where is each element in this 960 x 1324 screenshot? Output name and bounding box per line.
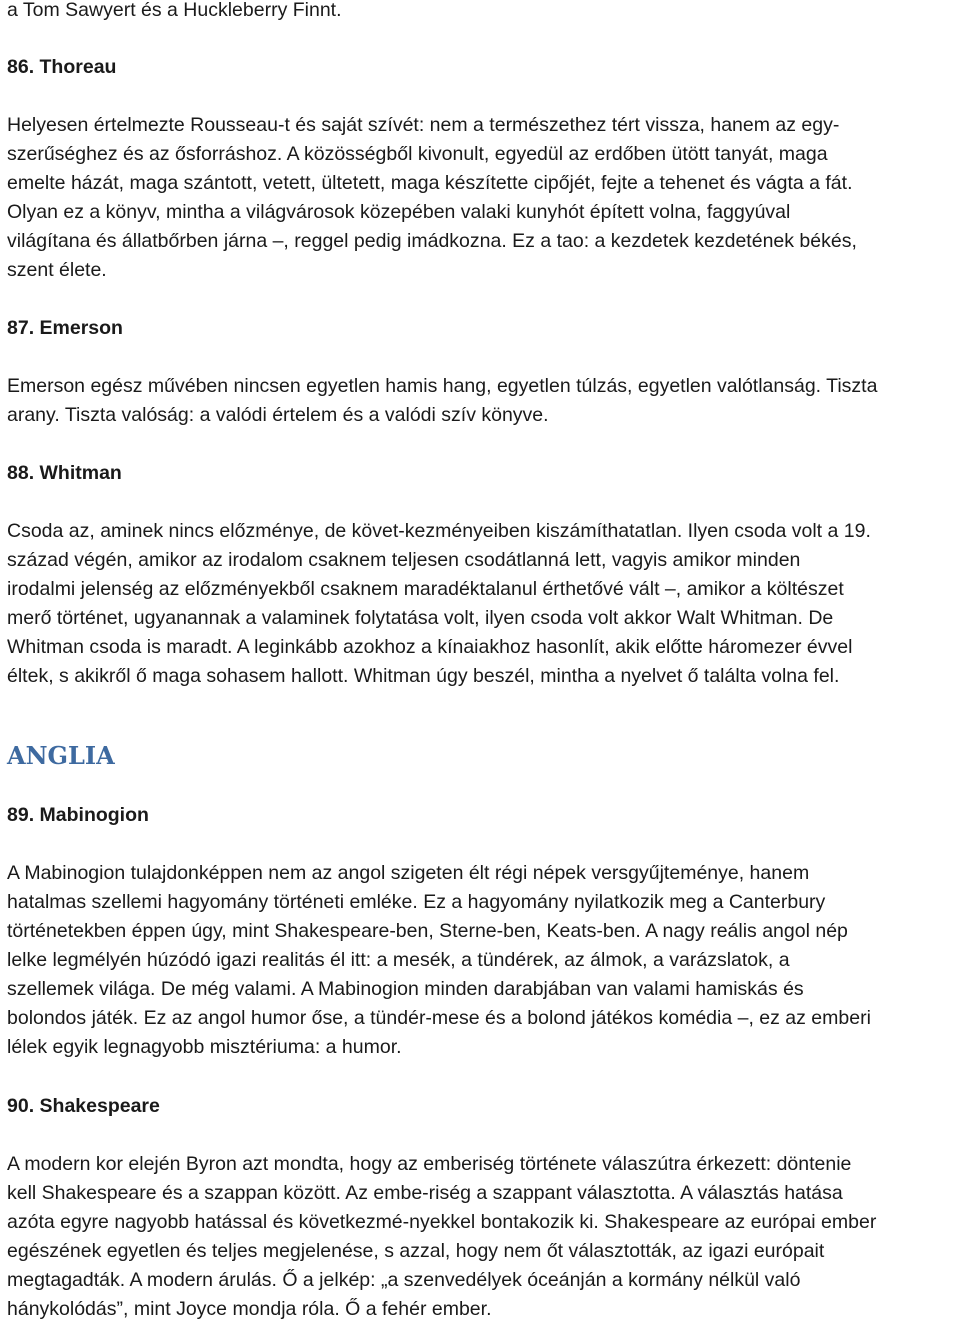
text-line: megtagadták. A modern árulás. Ő a jelkép: „a szenvedélyek óceánján a kormány nélkül való (7, 1269, 801, 1291)
text-line: világítana és állatbőrben járna –, reggel pedig imádkozna. Ez a tao: a kezdetek kezdetének békés, (7, 230, 857, 252)
paragraph-mabinogion (7, 859, 871, 1062)
text-line: lelke legmélyén húzódó igazi realitás él itt: a mesék, a tündérek, az álmok, a varázslatok, a (7, 949, 790, 971)
text-line: emelte házát, maga szántott, vetett, ültetett, maga készítette cipőjét, fejte a tehenet és vágta a fát. (7, 172, 853, 194)
text-line: A modern kor elején Byron azt mondta, hogy az emberiség története válaszútra érkezett: döntenie (7, 1153, 852, 1175)
text-line: irodalmi jelenség az előzményekből csaknem maradéktalanul érthetővé vált –, amikor a költészet (7, 578, 844, 600)
text-line: szellemek világa. De még valami. A Mabinogion minden darabjában van valami hamiskás és (7, 978, 804, 1000)
text-line: Csoda az, aminek nincs előzménye, de követ-kezményeiben kiszámíthatatlan. Ilyen csoda volt a 19. (7, 520, 871, 542)
text-line: bolondos játék. Ez az angol humor őse, a tündér-mese és a bolond játékos komédia –, ez az emberi (7, 1007, 871, 1029)
chapter-heading-whitman: 88. Whitman (7, 462, 122, 484)
paragraph-whitman (7, 517, 871, 691)
text-line: azóta egyre nagyobb hatással és következmé-nyekkel bontakozik ki. Shakespeare az európai ember (7, 1211, 877, 1233)
paragraph-continuation (7, 0, 342, 25)
section-title-anglia: ANGLIA (7, 741, 115, 770)
text-line: Whitman csoda is maradt. A leginkább azokhoz a kínaiakhoz hasonlít, akik előtte háromezer évvel (7, 636, 853, 658)
chapter-heading-thoreau: 86. Thoreau (7, 56, 117, 78)
text-line: hánykolódás”, mint Joyce mondja róla. Ő a fehér ember. (7, 1298, 492, 1320)
paragraph-emerson (7, 372, 877, 430)
text-line: század végén, amikor az irodalom csaknem teljesen csodátlanná lett, vagyis amikor minden (7, 549, 801, 571)
paragraph-thoreau (7, 111, 857, 285)
text-line: szent élete. (7, 259, 107, 281)
text-line: arany. Tiszta valóság: a valódi értelem és a valódi szív könyve. (7, 404, 549, 426)
text-line: Emerson egész művében nincsen egyetlen hamis hang, egyetlen túlzás, egyetlen valótlanság. Tiszta (7, 375, 878, 397)
text-line: egészének egyetlen és teljes megjelenése, s azzal, hogy nem őt választották, az igazi európait (7, 1240, 825, 1262)
chapter-heading-emerson: 87. Emerson (7, 317, 123, 339)
text-line: szerűséghez és az ősforráshoz. A közösségből kivonult, egyedül az erdőben ütött tanyát, maga (7, 143, 828, 165)
text-line: éltek, s akikről ő maga sohasem hallott. Whitman úgy beszél, mintha a nyelvet ő találta volna fel. (7, 665, 840, 687)
paragraph-shakespeare (7, 1150, 876, 1324)
text-line: merő történet, ugyanannak a valaminek folytatása volt, ilyen csoda volt akkor Walt Whitman. De (7, 607, 834, 629)
text-line: történetekben éppen úgy, mint Shakespeare-ben, Sterne-ben, Keats-ben. A nagy reális angol nép (7, 920, 848, 942)
text-line: Olyan ez a könyv, mintha a világvárosok közepében valaki kunyhót épített volna, faggyúval (7, 201, 791, 223)
text-line: lélek egyik legnagyobb misztériuma: a humor. (7, 1036, 402, 1058)
chapter-heading-shakespeare: 90. Shakespeare (7, 1095, 160, 1117)
chapter-heading-mabinogion: 89. Mabinogion (7, 804, 149, 826)
text-line: a Tom Sawyert és a Huckleberry Finnt. (7, 0, 342, 21)
text-line: kell Shakespeare és a szappan között. Az embe-riség a szappant választotta. A választás hatása (7, 1182, 843, 1204)
text-line: Helyesen értelmezte Rousseau-t és saját szívét: nem a természethez tért vissza, hanem az egy- (7, 114, 840, 136)
text-line: A Mabinogion tulajdonképpen nem az angol szigeten élt régi népek versgyűjteménye, hanem (7, 862, 810, 884)
text-line: hatalmas szellemi hagyomány történeti emléke. Ez a hagyomány nyilatkozik meg a Canterbury (7, 891, 826, 913)
